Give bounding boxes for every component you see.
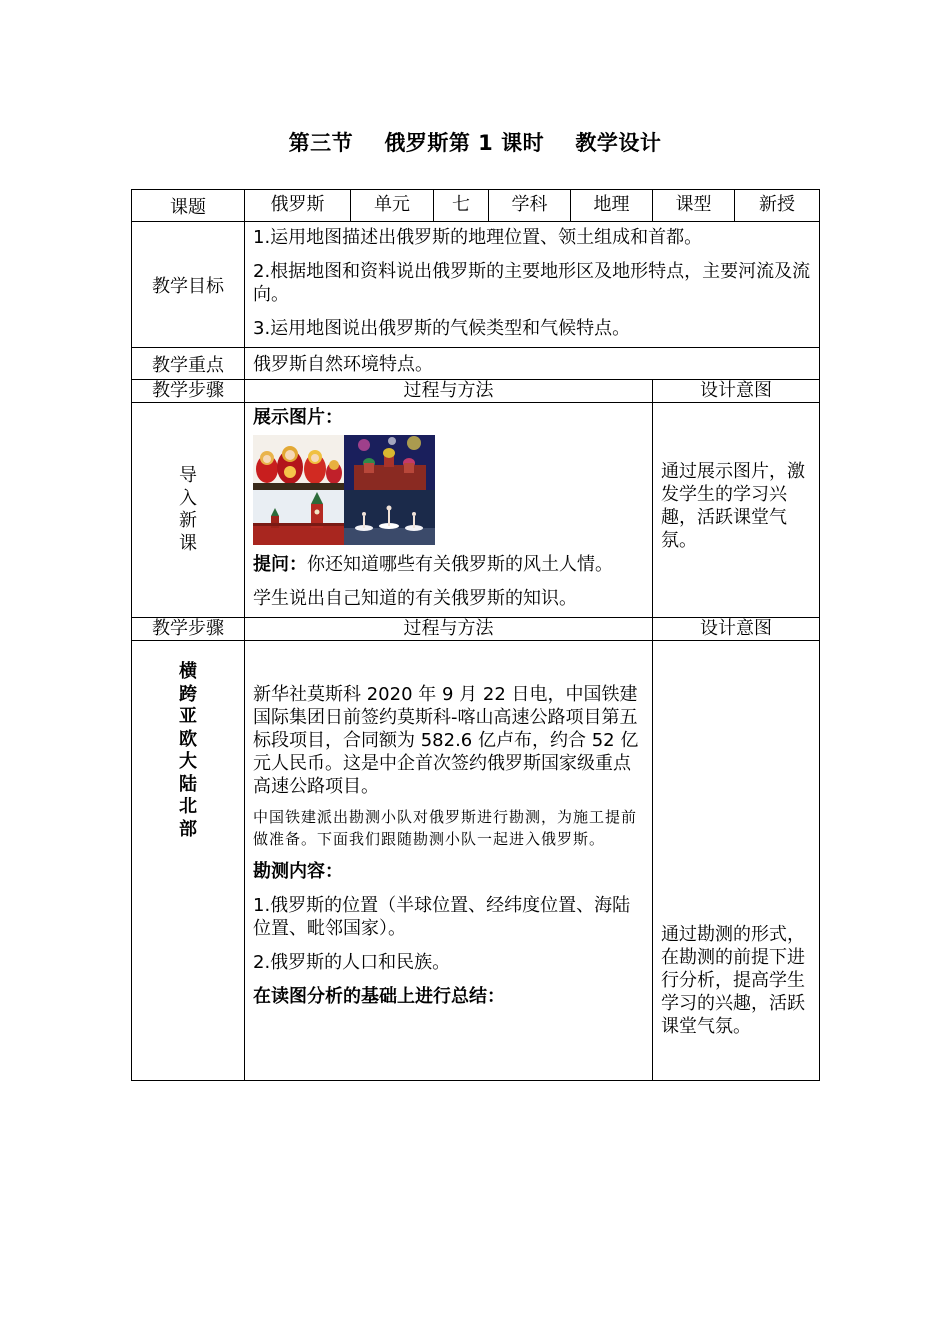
steps-header-row-2 — [132, 618, 820, 641]
section2-stage: 横跨亚欧大陆北部 — [179, 661, 197, 840]
section2-intent: 通过勘测的形式，在勘测的前提下进行分析，提高学生学习的兴趣，活跃课堂气氛。 — [661, 924, 805, 1037]
show-pictures-heading: 展示图片： — [253, 407, 343, 428]
unit-label: 单元 — [351, 190, 434, 222]
objective-item: 2.根据地图和资料说出俄罗斯的主要地形区及地形特点，主要河流及流向。 — [253, 261, 811, 305]
survey-item: 2.俄罗斯的人口和民族。 — [253, 952, 451, 973]
survey-heading: 勘测内容： — [253, 861, 343, 882]
steps-header: 教学步骤 — [132, 618, 245, 641]
intro-stage: 导入新课 — [179, 465, 197, 554]
survey-intro: 中国铁建派出勘测小队对俄罗斯进行勘测，为施工提前做准备。下面我们跟随勘测小队一起进入俄罗斯。 — [253, 808, 638, 848]
russia-photo-collage — [253, 435, 435, 545]
key-point-value: 俄罗斯自然环境特点。 — [245, 348, 820, 380]
process-header: 过程与方法 — [245, 618, 653, 641]
summary-heading: 在读图分析的基础上进行总结： — [253, 986, 505, 1007]
objectives-label: 教学目标 — [132, 222, 245, 348]
objectives-row — [132, 222, 820, 348]
type-label: 课型 — [653, 190, 735, 222]
objective-item: 3.运用地图说出俄罗斯的气候类型和气候特点。 — [253, 318, 631, 339]
ballet-image — [344, 490, 435, 545]
type-value: 新授 — [735, 190, 820, 222]
intro-intent: 通过展示图片，激发学生的学习兴趣，活跃课堂气氛。 — [661, 461, 805, 551]
key-point-label: 教学重点 — [132, 348, 245, 380]
key-point-row — [132, 348, 820, 380]
intent-header: 设计意图 — [653, 380, 820, 403]
lesson-plan-table — [131, 189, 820, 1081]
question-label: 提问： — [253, 554, 307, 575]
objective-item: 1.运用地图描述出俄罗斯的地理位置、领土组成和首都。 — [253, 227, 703, 248]
unit-value: 七 — [434, 190, 489, 222]
survey-item: 1.俄罗斯的位置（半球位置、经纬度位置、海陆位置、毗邻国家）。 — [253, 895, 631, 939]
section2-stage-cell — [132, 641, 245, 1081]
st-basils-cathedral-image — [344, 435, 435, 490]
topic-value: 俄罗斯 — [245, 190, 351, 222]
intro-stage-cell — [132, 403, 245, 618]
intent-header: 设计意图 — [653, 618, 820, 641]
steps-header-row — [132, 380, 820, 403]
subject-label: 学科 — [489, 190, 571, 222]
section2-row — [132, 641, 820, 1081]
steps-header: 教学步骤 — [132, 380, 245, 403]
news-paragraph: 新华社莫斯科 2020 年 9 月 22 日电，中国铁建国际集团日前签约莫斯科-喀山高速公路项目第五标段项目，合同额为 582.6 亿卢布，约合 52 亿元人民币。这是中企首次签约俄罗斯国家级重点高速公路项目。 — [253, 684, 639, 797]
header-row — [132, 190, 820, 222]
kremlin-tower-image — [253, 490, 344, 545]
intro-row — [132, 403, 820, 618]
matryoshka-dolls-image — [253, 435, 344, 490]
process-header: 过程与方法 — [245, 380, 653, 403]
question-line — [253, 553, 644, 576]
subject-value: 地理 — [571, 190, 653, 222]
page-title: 第三节 俄罗斯第 1 课时 教学设计 — [288, 131, 662, 155]
question-text: 你还知道哪些有关俄罗斯的风土人情。 — [307, 554, 613, 575]
topic-label: 课题 — [132, 190, 245, 222]
student-answer: 学生说出自己知道的有关俄罗斯的知识。 — [253, 588, 577, 609]
